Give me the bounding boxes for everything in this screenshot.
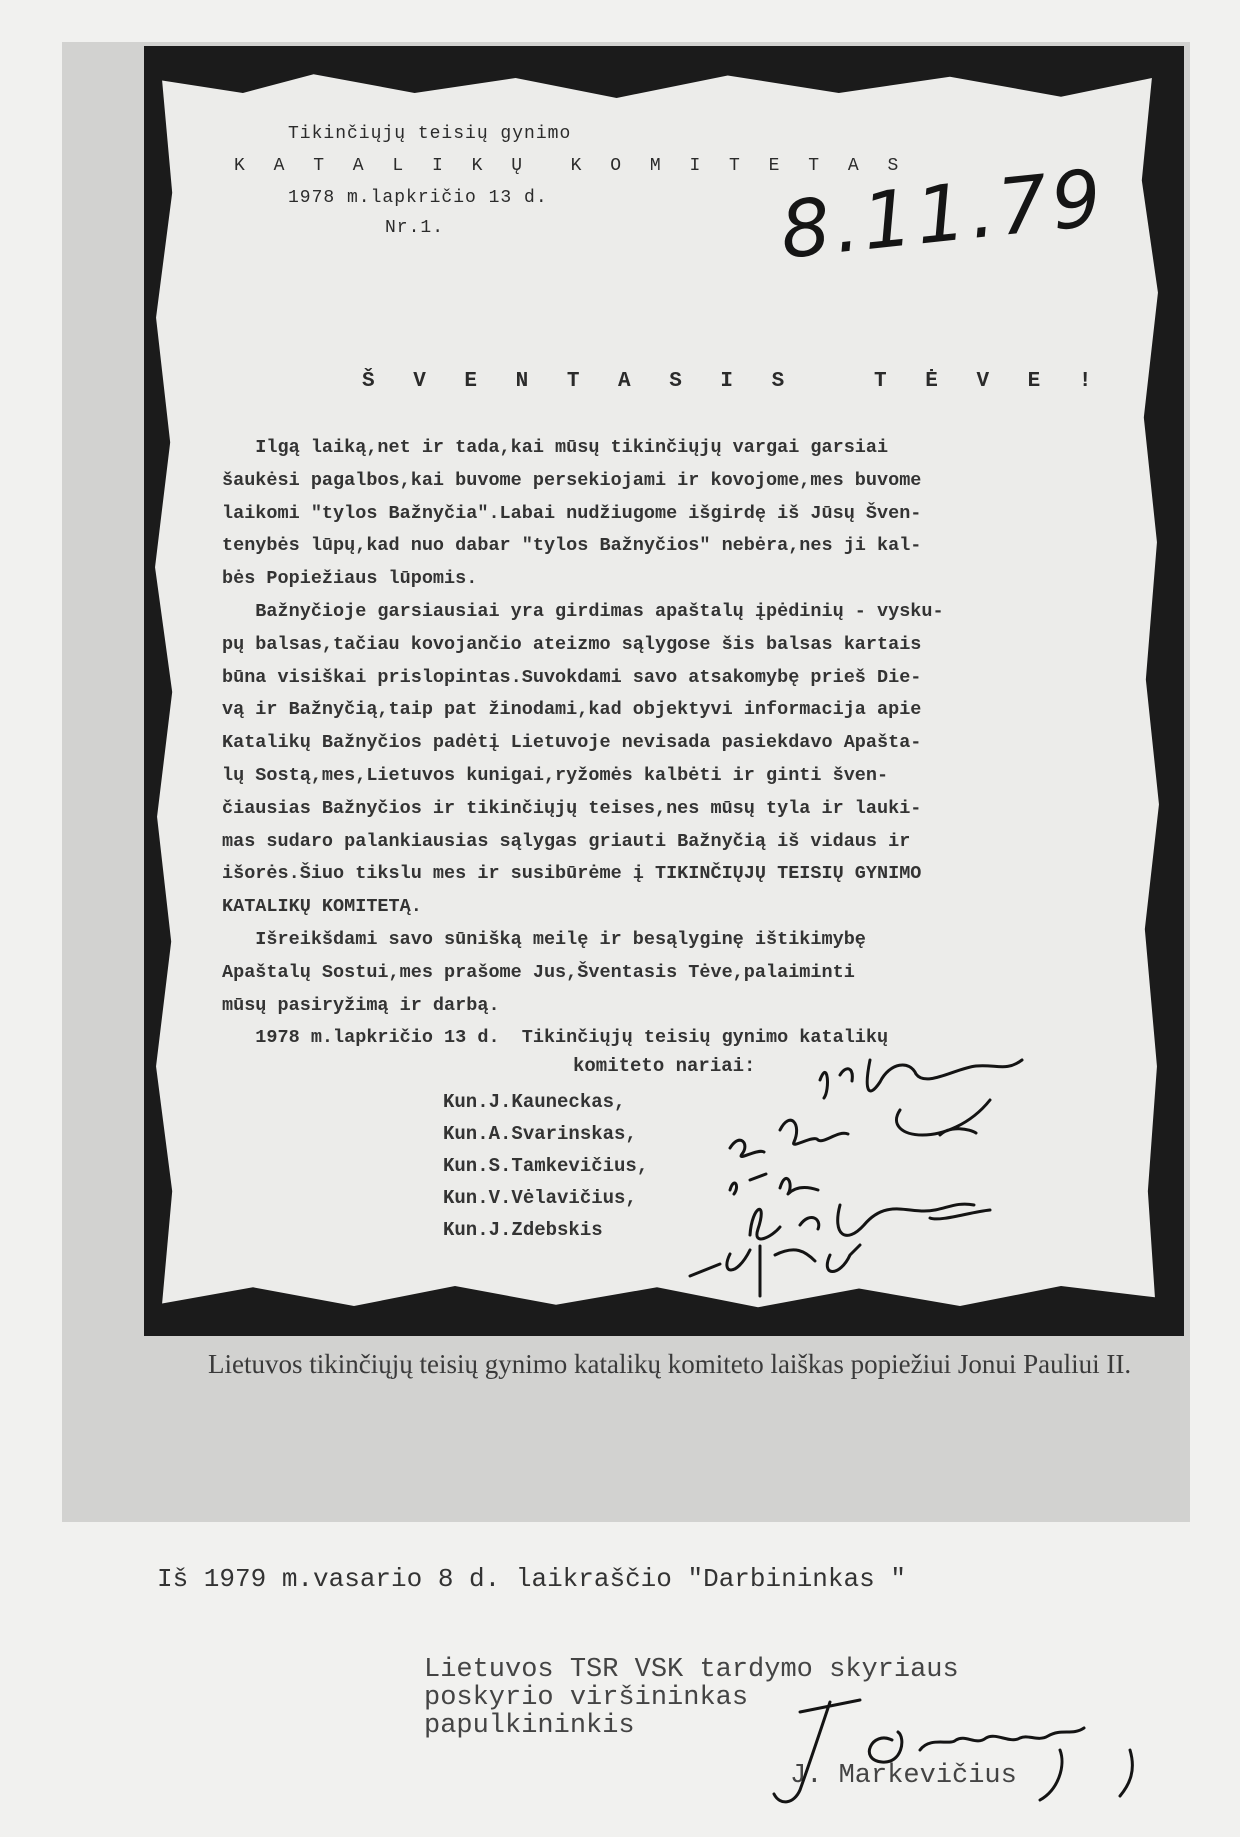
committee-member: Kun.J.Kauneckas,: [443, 1091, 626, 1113]
official-line-1: Lietuvos TSR VSK tardymo skyriaus: [424, 1655, 959, 1685]
committee-label: komiteto nariai:: [573, 1055, 756, 1077]
letter-body-line: bės Popiežiaus lūpomis.: [222, 568, 478, 590]
photo-caption: Lietuvos tikinčiųjų teisių gynimo katalikų komiteto laiškas popiežiui Jonui Pauliui II.: [208, 1349, 1132, 1379]
salutation: Š V E N T A S I S T Ė V E !: [362, 370, 1105, 393]
letter-body-line: 1978 m.lapkričio 13 d. Tikinčiųjų teisių gynimo katalikų: [222, 1027, 889, 1049]
letter-body-line: čiausias Bažnyčios ir tikinčiųjų teises,nes mūsų tyla ir lauki-: [222, 797, 922, 819]
letter-body-line: pų balsas,tačiau kovojančio ateizmo sąlygose šis balsas kartais: [222, 633, 922, 655]
committee-member: Kun.J.Zdebskis: [443, 1219, 603, 1241]
letter-body-line: Apaštalų Sostui,mes prašome Jus,Šventasis Tėve,palaiminti: [222, 961, 855, 983]
letter-body-line: išorės.Šiuo tikslu mes ir susibūrėme į TIKINČIŲJŲ TEISIŲ GYNIMO: [222, 863, 922, 885]
letter-body-line: Ilgą laiką,net ir tada,kai mūsų tikinčiųjų vargai garsiai: [222, 437, 889, 458]
letter-body-line: Bažnyčioje garsiausiai yra girdimas apaštalų įpėdinių - vysku-: [222, 600, 944, 622]
official-name: J. Markevičius: [790, 1761, 1017, 1791]
letter-body-line: Išreikšdami savo sūnišką meilę ir besąlyginę ištikimybę: [222, 928, 866, 950]
header-committee-title: K A T A L I K Ų K O M I T E T A S: [234, 156, 908, 176]
committee-member: Kun.V.Vėlavičius,: [443, 1187, 637, 1209]
letter-body-line: KATALIKŲ KOMITETĄ.: [222, 896, 422, 918]
committee-signatures: [690, 1040, 1110, 1270]
header-number: Nr.1.: [385, 218, 445, 238]
handwritten-date: 8.11.79: [776, 153, 1110, 277]
letter-body-line: šaukėsi pagalbos,kai buvome persekiojami ir kovojome,mes buvome: [222, 469, 922, 491]
official-signature: [780, 1690, 1160, 1810]
letter-body-line: Katalikų Bažnyčios padėtį Lietuvoje nevisada pasiekdavo Apašta-: [222, 732, 922, 754]
header-line-1: Tikinčiųjų teisių gynimo: [288, 124, 572, 144]
letter-body-line: laikomi "tylos Bažnyčia".Labai nudžiugome išgirdę iš Jūsų Šven-: [222, 502, 922, 524]
official-line-3: papulkininkis: [424, 1711, 635, 1741]
committee-member: Kun.A.Svarinskas,: [443, 1123, 637, 1145]
letter-body-line: tenybės lūpų,kad nuo dabar "tylos Bažnyčios" nebėra,nes ji kal-: [222, 535, 922, 557]
letter-body-line: lų Sostą,mes,Lietuvos kunigai,ryžomės kalbėti ir ginti šven-: [222, 764, 889, 786]
letter-body: [222, 432, 944, 1055]
letter-body-line: mas sudaro palankiausias sąlygas griauti Bažnyčią iš vidaus ir: [222, 830, 911, 852]
header-date: 1978 m.lapkričio 13 d.: [288, 188, 548, 208]
committee-member: Kun.S.Tamkevičius,: [443, 1155, 649, 1177]
letter-body-line: mūsų pasiryžimą ir darbą.: [222, 994, 500, 1016]
official-line-2: poskyrio viršininkas: [424, 1683, 749, 1713]
members-list: [443, 1086, 648, 1246]
source-line: Iš 1979 m.vasario 8 d. laikraščio "Darbininkas ": [157, 1564, 906, 1594]
letter-body-line: būna visiškai prislopintas.Suvokdami savo atsakomybę prieš Die-: [222, 666, 922, 688]
letter-body-line: vą ir Bažnyčią,taip pat žinodami,kad objektyvi informacija apie: [222, 699, 922, 721]
